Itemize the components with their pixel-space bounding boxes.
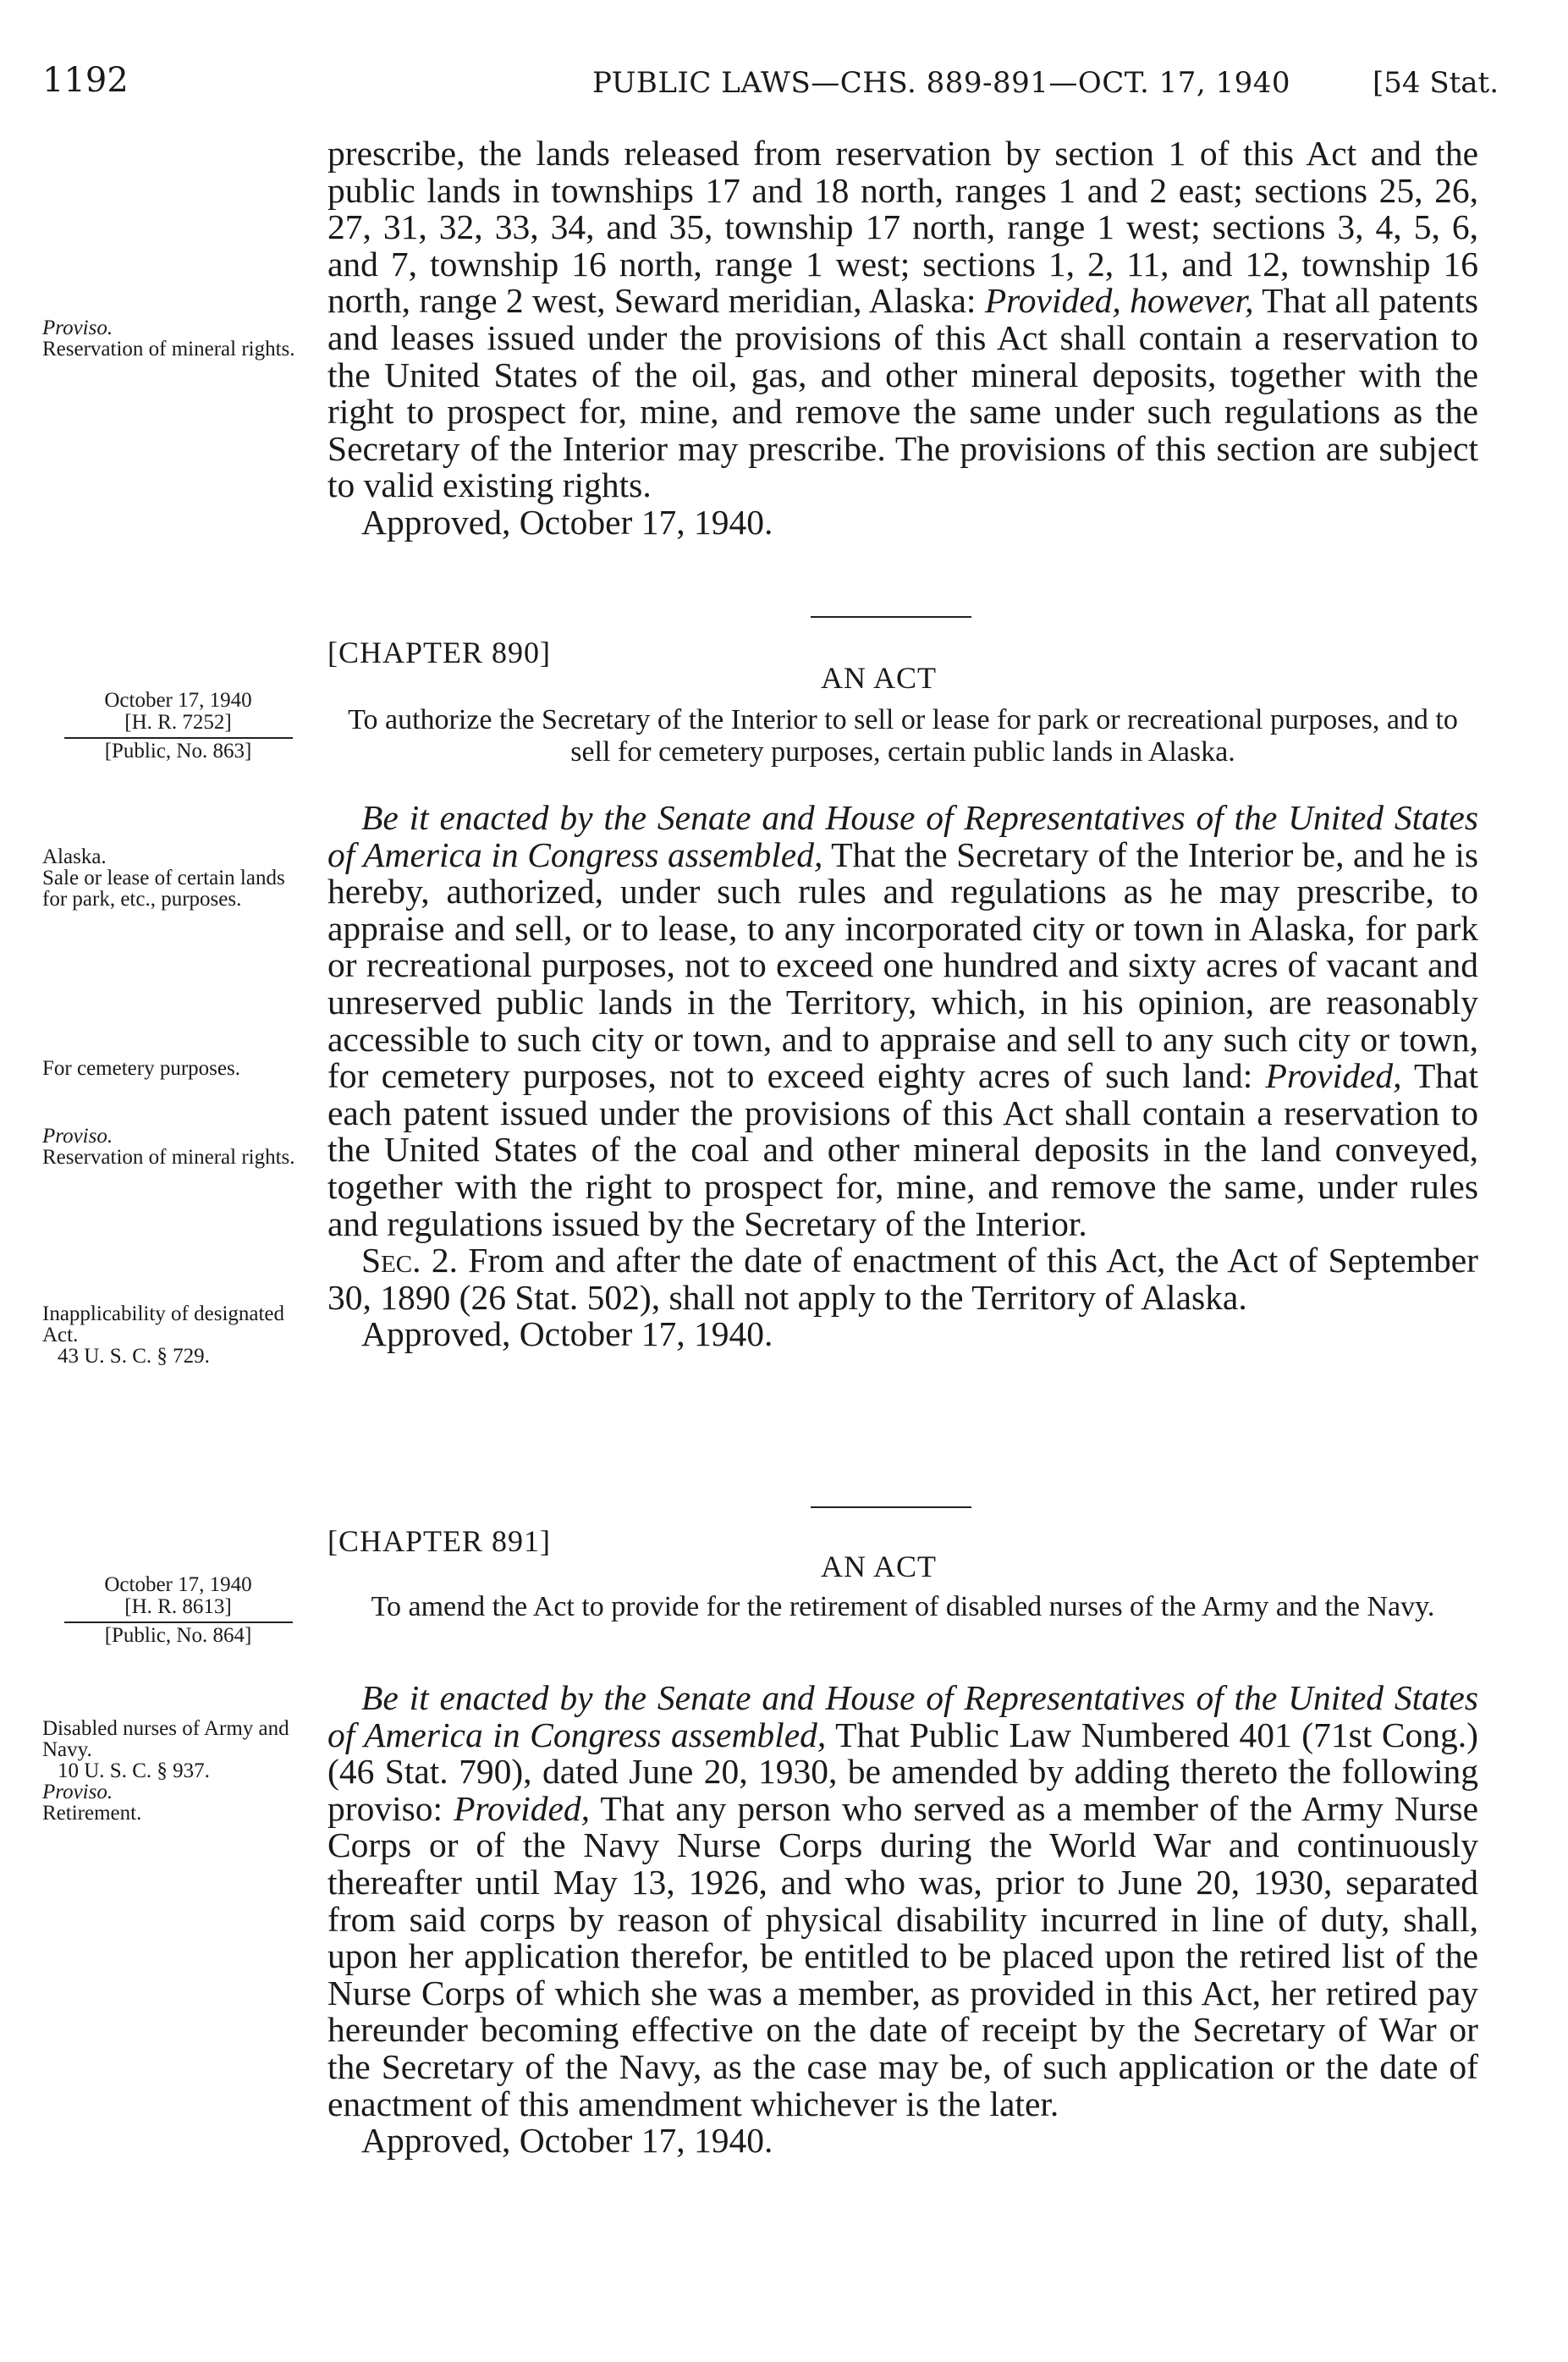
paragraph: prescribe, the lands released from reservation by section 1 of this Act and the public lands in townships 17 and 18 north, ranges 1 and 2 east; sections 25, 26, 27, 31, 32, 33, 34, and 35, township 17 north, range 1 west; sections 3, 4, 5, 6, and 7, township 16 north, range 1 west; sections 1, 2, 11, and 12, township 16 north, range 2 west, Seward meridian, Alaska: Provided, however, That all patents and leases issued under the provisions of this Act shall contain a reservation to the United States of the oil, gas, and other mineral deposits, together with the right to prospect for, mine, and remove the same under such regulations as the Secretary of the Interior may prescribe. The provisions of this section are subject to valid existing rights.	[327, 134, 1478, 505]
chapter-890-text	[327, 800, 1478, 1353]
volume-reference: [54 Stat.	[1373, 66, 1499, 100]
margin-note-reservation-2: Reservation of mineral rights.	[42, 1146, 295, 1169]
margin-note-inapplicability: Inapplicability of designated Act. 43 U. S. C. § 729.	[42, 1303, 296, 1367]
approved-line: Approved, October 17, 1940.	[361, 1314, 773, 1354]
approved-line: Approved, October 17, 1940.	[361, 2121, 773, 2161]
chapter-891-title: To amend the Act to provide for the retirement of disabled nurses of the Army and the Navy.	[371, 1591, 1435, 1622]
section-2-paragraph: Sec. 2. From and after the date of enactment of this Act, the Act of September 30, 1890 (26 Stat. 502), shall not apply to the Territory of Alaska.	[327, 1241, 1478, 1317]
chapter-891-an-act: AN ACT	[821, 1550, 938, 1583]
margin-note-proviso-3: Proviso.	[42, 1781, 113, 1803]
chapter-890-an-act: AN ACT	[821, 661, 938, 695]
chapter-891-side-reference	[58, 1574, 299, 1647]
margin-note-cemetery: For cemetery purposes.	[42, 1057, 240, 1080]
separator-rule	[811, 616, 971, 618]
chapter-890-heading: [CHAPTER 890]	[327, 636, 551, 669]
margin-note-proviso-1: Proviso. Reservation of mineral rights.	[42, 317, 295, 361]
chapter-890-title: To authorize the Secretary of the Interior to sell or lease for park or recreational purposes, and to sell for cemetery purposes, certain public lands in Alaska.	[348, 704, 1458, 768]
margin-note-sale: Sale or lease of certain lands for park, etc., purposes.	[42, 867, 285, 911]
enacting-paragraph: Be it enacted by the Senate and House of Representatives of the United States of America in Congress assembled, That the Secretary of the Interior be, and he is hereby, authorized, under such rules and regulations as he may prescribe, to appraise and sell, or to lease, to any incorporated city or town in Alaska, for park or recreational purposes, not to exceed one hundred and sixty acres of vacant and unreserved public lands in the Territory, which, in his opinion, are reasonably accessible to such city or town, and to appraise and sell to any such city or town, for cemetery purposes, not to exceed eighty acres of such land: Provided, That each patent issued under the provisions of this Act shall contain a reservation to the United States of the coal and other mineral deposits in the land conveyed, together with the right to prospect for, mine, and remove the same, under rules and regulations issued by the Secretary of the Interior.	[327, 798, 1479, 1243]
margin-note-alaska: Alaska. Sale or lease of certain lands for park, etc., purposes.	[42, 846, 296, 910]
public-law-number: [Public, No. 864]	[104, 1624, 252, 1647]
margin-note-usc-1: 43 U. S. C. § 729.	[58, 1345, 210, 1368]
page-number: 1192	[42, 61, 129, 100]
enactment-date: October 17, 1940	[104, 689, 252, 712]
margin-note-retirement: Retirement.	[42, 1802, 142, 1825]
margin-note-reservation-1: Reservation of mineral rights.	[42, 338, 295, 361]
margin-note-disabled-nurses: Disabled nurses of Army and Navy. 10 U. S. C. § 937. Proviso. Retirement.	[42, 1718, 296, 1824]
margin-note-proviso-2: Proviso. Reservation of mineral rights.	[42, 1125, 295, 1169]
approved-line: Approved, October 17, 1940.	[361, 502, 773, 542]
separator-rule	[811, 1506, 971, 1508]
chapter-890-side-reference	[58, 690, 299, 763]
enactment-date: October 17, 1940	[104, 1573, 252, 1596]
bill-number: [H. R. 8613]	[124, 1595, 232, 1618]
public-law-number: [Public, No. 863]	[104, 740, 252, 763]
margin-note-usc-2: 10 U. S. C. § 937.	[58, 1759, 210, 1782]
chapter-891-heading: [CHAPTER 891]	[327, 1524, 551, 1558]
bill-number: [H. R. 7252]	[124, 711, 232, 734]
enacting-paragraph: Be it enacted by the Senate and House of Representatives of the United States of America in Congress assembled, That Public Law Numbered 401 (71st Cong.) (46 Stat. 790), dated June 20, 1930, be amended by adding thereto the following proviso: Provided, That any person who served as a member of the Army Nurse Corps or of the Navy Nurse Corps during the World War and continuously thereafter until May 13, 1926, and who was, prior to June 20, 1930, separated from said corps by reason of physical disability incurred in line of duty, shall, upon her application therefor, be entitled to be placed upon the retired list of the Nurse Corps of which she was a member, as provided in this Act, her retired pay hereunder becoming effective on the date of receipt by the Secretary of War or the Secretary of the Navy, as the case may be, of such application or the date of enactment of this amendment whichever is the later.	[327, 1678, 1479, 2123]
chapter-891-text	[327, 1680, 1478, 2160]
chapter-889-text	[327, 135, 1478, 542]
running-title: PUBLIC LAWS—CHS. 889-891—OCT. 17, 1940	[592, 66, 1290, 100]
